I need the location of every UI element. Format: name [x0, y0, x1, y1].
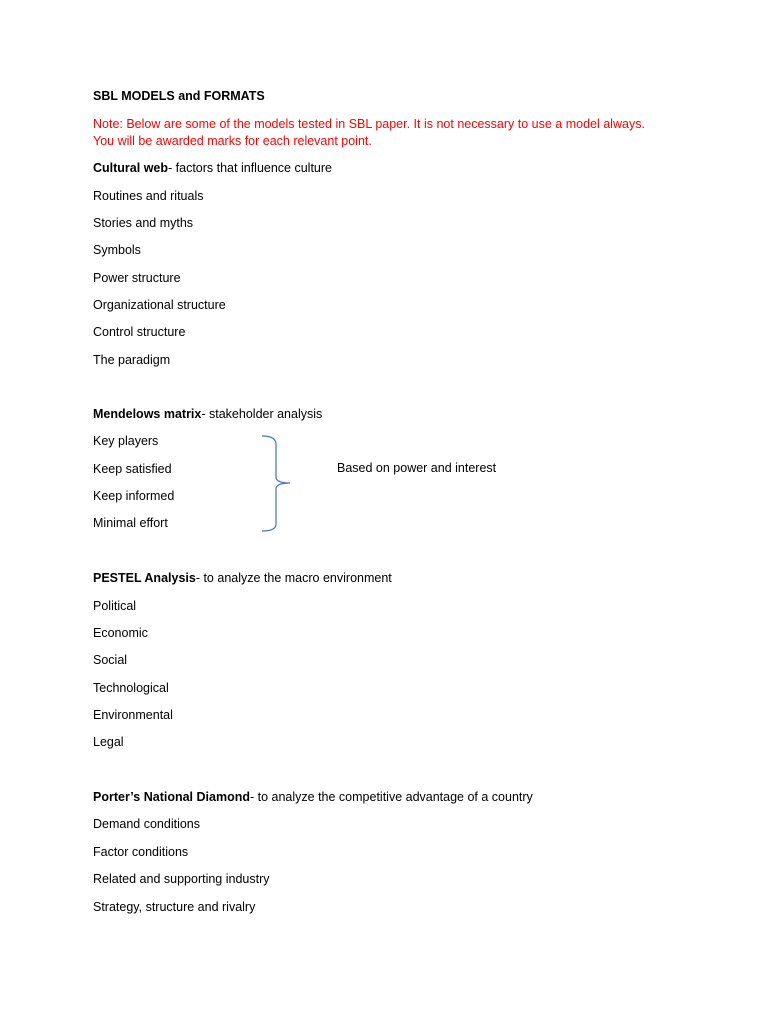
matrix-side-note: Based on power and interest: [337, 461, 497, 475]
list-item: Minimal effort: [93, 516, 168, 530]
list-item: Political: [93, 599, 137, 613]
list-item: Power structure: [93, 271, 181, 285]
section-title: Mendelows matrix: [93, 407, 202, 421]
section-description: - to analyze the macro environment: [195, 571, 392, 585]
section-heading-mendelows-matrix: [93, 406, 322, 422]
list-item: Related and supporting industry: [93, 872, 270, 886]
list-item: Demand conditions: [93, 817, 201, 831]
section-heading-cultural-web: [93, 160, 332, 176]
section-description: - to analyze the competitive advantage of a country: [249, 790, 533, 804]
list-item: Economic: [93, 626, 148, 640]
list-item: Keep satisfied: [93, 462, 172, 476]
curly-brace-icon: [260, 434, 294, 536]
list-item: Technological: [93, 681, 169, 695]
list-item: Symbols: [93, 243, 141, 257]
list-item: Key players: [93, 434, 159, 448]
list-item: Strategy, structure and rivalry: [93, 900, 256, 914]
list-item: Social: [93, 653, 128, 667]
note-line-1: Note: Below are some of the models tested in SBL paper. It is not necessary to use a model always.: [93, 117, 645, 131]
list-item: Factor conditions: [93, 845, 189, 859]
note-line-2: You will be awarded marks for each relevant point.: [93, 134, 372, 148]
section-description: - factors that influence culture: [168, 161, 332, 175]
list-item: Keep informed: [93, 489, 175, 503]
list-item: The paradigm: [93, 353, 171, 367]
list-item: Organizational structure: [93, 298, 226, 312]
section-heading-pestel: [93, 570, 392, 586]
list-item: Stories and myths: [93, 216, 194, 230]
list-item: Control structure: [93, 325, 186, 339]
section-title: Cultural web: [93, 161, 169, 175]
section-title: PESTEL Analysis: [93, 571, 196, 585]
list-item: Legal: [93, 735, 124, 749]
list-item: Routines and rituals: [93, 189, 204, 203]
section-description: - stakeholder analysis: [201, 407, 323, 421]
section-heading-porters-diamond: [93, 789, 533, 805]
section-title: Porter’s National Diamond: [93, 790, 250, 804]
list-item: Environmental: [93, 708, 173, 722]
document-title: SBL MODELS and FORMATS: [93, 89, 265, 103]
